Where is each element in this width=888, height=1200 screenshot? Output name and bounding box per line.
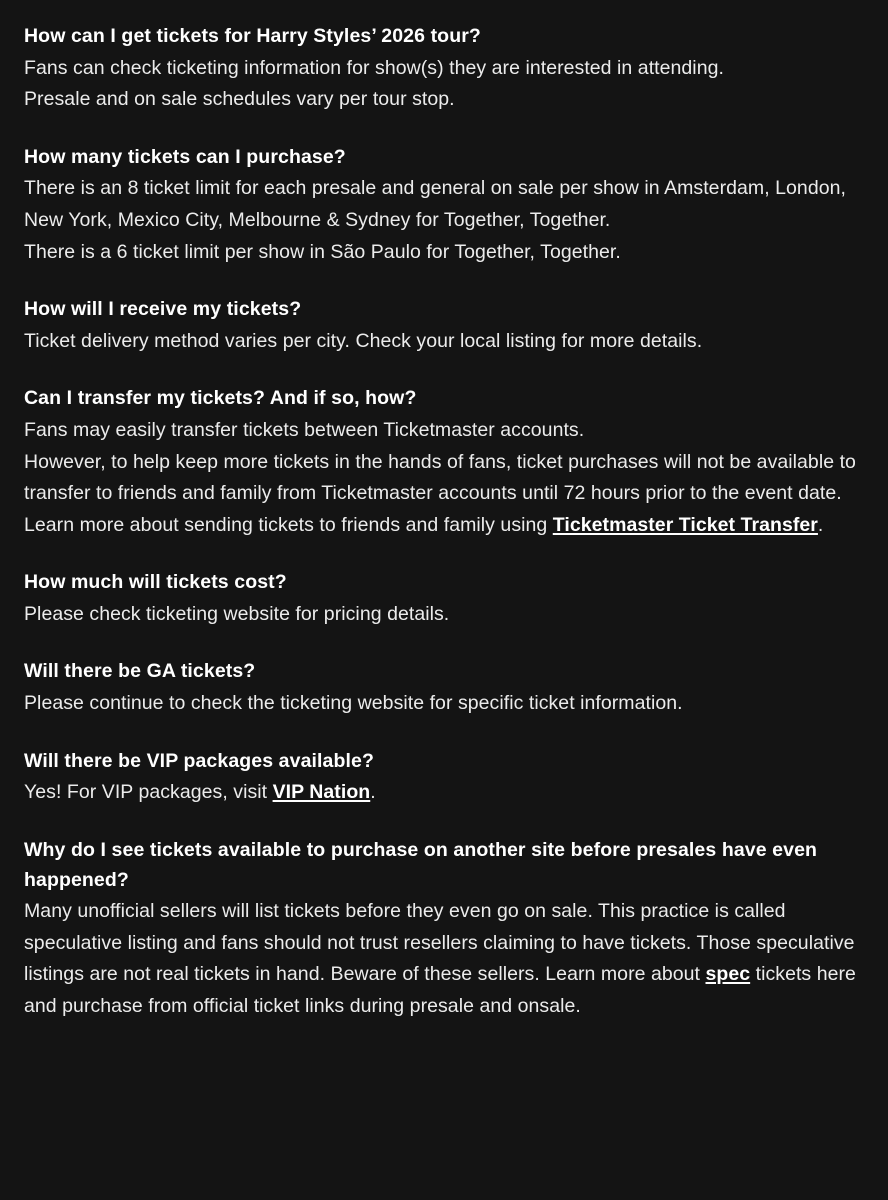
- faq-question: How will I receive my tickets?: [24, 298, 302, 321]
- faq-answer-line: Fans can check ticketing information for show(s) they are interested in attending.: [24, 56, 724, 79]
- faq-answer-text-tail: tickets here and purchase from official ticket links during presale and onsale.: [24, 963, 856, 1017]
- faq-answer-line-with-link: [24, 896, 864, 1022]
- faq-answer-text-tail: .: [370, 781, 376, 804]
- faq-answer-text: Many unofficial sellers will list tickets before they even go on sale. This practice is called speculative listing and fans should not trust resellers claiming to have tickets. Those speculative listings are not real tickets in hand. Beware of these sellers. Learn more about: [24, 900, 855, 986]
- faq-item: [24, 836, 864, 1023]
- faq-answer: [24, 599, 864, 631]
- faq-answer-line-with-link: [24, 777, 864, 809]
- vip-nation-link[interactable]: VIP Nation: [272, 781, 371, 804]
- faq-item: [24, 657, 864, 719]
- faq-item: [24, 747, 864, 809]
- faq-question: Will there be GA tickets?: [24, 660, 256, 683]
- faq-answer-text-tail: .: [817, 513, 824, 536]
- faq-question: How can I get tickets for Harry Styles’ 2026 tour?: [24, 25, 481, 47]
- faq-item: [24, 22, 864, 116]
- faq-answer: [24, 896, 864, 1022]
- faq-answer-line: Presale and on sale schedules vary per tour stop.: [24, 88, 455, 111]
- faq-answer: [24, 777, 864, 809]
- ticketmaster-ticket-transfer-link[interactable]: Ticketmaster Ticket Transfer: [552, 513, 818, 536]
- spec-tickets-link[interactable]: spec: [705, 963, 751, 986]
- faq-answer: [24, 53, 864, 116]
- faq-question: Why do I see tickets available to purchase on another site before presales have even happened?: [24, 838, 818, 891]
- faq-answer-line: However, to help keep more tickets in the hands of fans, ticket purchases will not be available to transfer to friends and family from Ticketmaster accounts until 72 hours prior to the event date.: [24, 450, 856, 505]
- faq-answer: [24, 173, 864, 268]
- faq-answer-text: Yes! For VIP packages, visit: [24, 781, 273, 804]
- faq-answer: [24, 415, 864, 541]
- faq-answer: [24, 688, 864, 720]
- faq-item: [24, 143, 864, 268]
- faq-question: How many tickets can I purchase?: [24, 145, 346, 168]
- faq-item: [24, 568, 864, 630]
- faq-answer-line: Fans may easily transfer tickets between Ticketmaster accounts.: [24, 418, 585, 441]
- faq-answer-line: Ticket delivery method varies per city. Check your local listing for more details.: [24, 329, 703, 352]
- faq-answer-line: Please check ticketing website for pricing details.: [24, 602, 450, 625]
- faq-answer-text: Learn more about sending tickets to friends and family using: [24, 513, 553, 536]
- faq-answer: [24, 326, 864, 358]
- faq-item: [24, 295, 864, 357]
- faq-answer-line: There is an 8 ticket limit for each presale and general on sale per show in Amsterdam, London, New York, Mexico City, Melbourne & Sydney for Together, Together.: [24, 177, 846, 231]
- faq-answer-line: There is a 6 ticket limit per show in São Paulo for Together, Together.: [24, 240, 621, 263]
- faq-answer-line: Please continue to check the ticketing website for specific ticket information.: [24, 692, 683, 715]
- faq-item: [24, 384, 864, 541]
- faq-question: How much will tickets cost?: [24, 571, 287, 594]
- faq-question: Will there be VIP packages available?: [24, 749, 374, 772]
- faq-question: Can I transfer my tickets? And if so, how?: [24, 387, 417, 410]
- faq-answer-line-with-link: [24, 510, 864, 542]
